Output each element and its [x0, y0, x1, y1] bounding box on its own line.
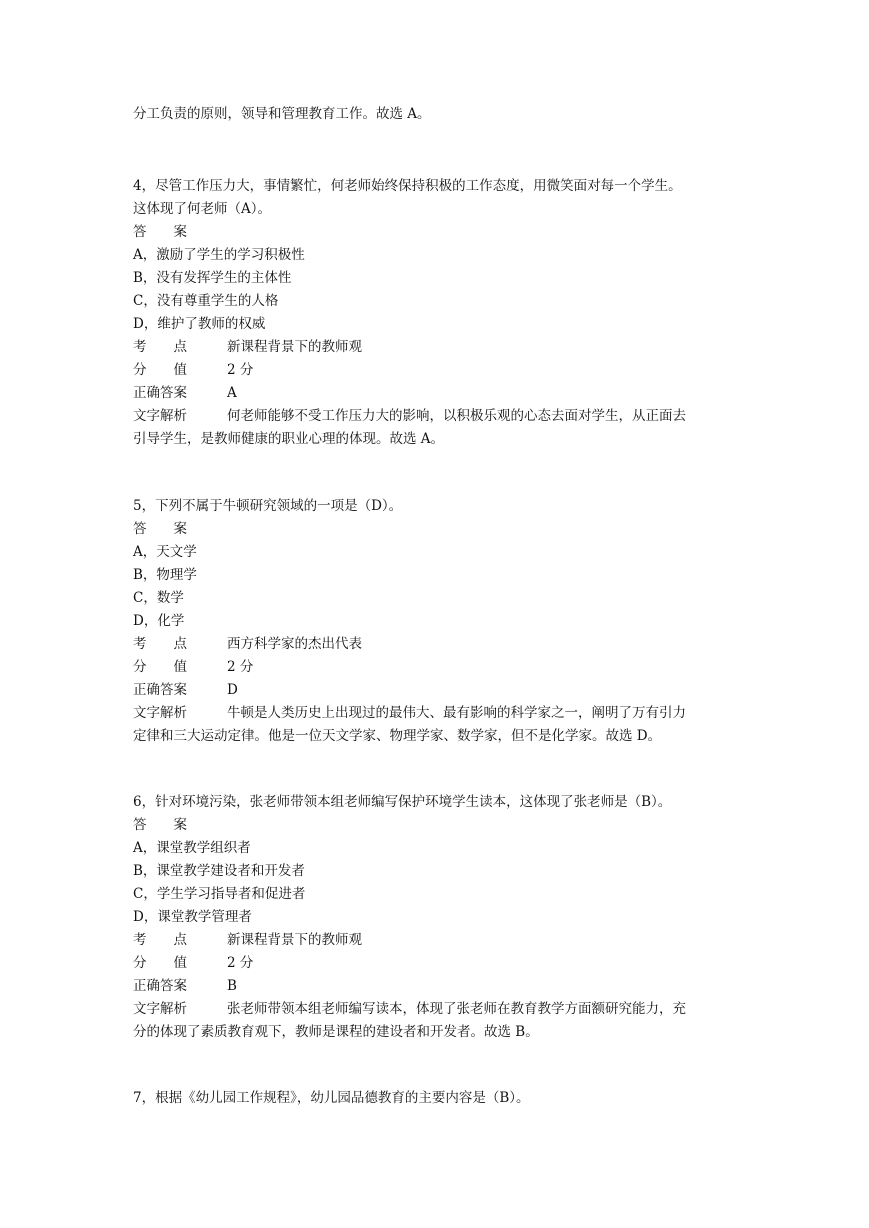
q6-analysis-cont: 分的体现了素质教育观下，教师是课程的建设者和开发者。故选 B。: [133, 1024, 539, 1040]
q6-point-value: 新课程背景下的教师观: [227, 932, 362, 948]
q6-answer-label: 答 案: [133, 817, 187, 833]
q6-correct-row: [133, 976, 237, 996]
q5-score-label: 分 值: [133, 659, 187, 675]
q6-option-c: C，学生学习指导者和促进者: [133, 886, 306, 902]
q6-stem: 6，针对环境污染，张老师带领本组老师编写保护环境学生读本，这体现了张老师是（B）。: [133, 794, 672, 810]
intro-text: 分工负责的原则，领导和管理教育工作。故选 A。: [133, 106, 431, 122]
q6-point-row: [133, 930, 362, 950]
q4-score-label: 分 值: [133, 362, 187, 378]
q6-option-d: D，课堂教学管理者: [133, 909, 252, 925]
q4-point-label: 考 点: [133, 339, 187, 355]
q4-answer-label: 答 案: [133, 224, 187, 240]
q5-point-value: 西方科学家的杰出代表: [227, 636, 362, 652]
q5-point-row: [133, 634, 362, 654]
q4-analysis-cont: 引导学生，是教师健康的职业心理的体现。故选 A。: [133, 431, 445, 447]
q5-option-c: C，数学: [133, 590, 184, 606]
q6-point-label: 考 点: [133, 932, 187, 948]
q5-correct-label: 正确答案: [133, 682, 187, 698]
q4-score-row: [133, 360, 253, 380]
q4-correct-row: [133, 383, 237, 403]
q5-option-d: D，化学: [133, 613, 185, 629]
q5-option-b: B，物理学: [133, 567, 197, 583]
q4-stem-cont: 这体现了何老师（A）。: [133, 201, 271, 217]
q6-analysis-row: [133, 999, 686, 1019]
q4-correct-label: 正确答案: [133, 385, 187, 401]
q5-answer-label: 答 案: [133, 521, 187, 537]
q6-score-value: 2 分: [227, 955, 254, 971]
q6-option-b: B，课堂教学建设者和开发者: [133, 863, 305, 879]
q6-correct-value: B: [227, 978, 237, 994]
q4-option-a: A，激励了学生的学习积极性: [133, 247, 305, 263]
q5-correct-value: D: [227, 682, 238, 698]
q4-point-value: 新课程背景下的教师观: [227, 339, 362, 355]
q5-analysis-label: 文字解析: [133, 705, 187, 721]
q5-option-a: A，天文学: [133, 544, 197, 560]
q4-correct-value: A: [227, 385, 237, 401]
q5-analysis-text: 牛顿是人类历史上出现过的最伟大、最有影响的科学家之一，阐明了万有引力: [227, 705, 686, 721]
q4-point-row: [133, 337, 362, 357]
q4-analysis-row: [133, 406, 686, 426]
q6-option-a: A，课堂教学组织者: [133, 840, 251, 856]
q4-option-b: B，没有发挥学生的主体性: [133, 270, 292, 286]
q5-point-label: 考 点: [133, 636, 187, 652]
q5-analysis-row: [133, 703, 686, 723]
q5-correct-row: [133, 680, 238, 700]
q6-correct-label: 正确答案: [133, 978, 187, 994]
q5-analysis-cont: 定律和三大运动定律。他是一位天文学家、物理学家、数学家，但不是化学家。故选 D。: [133, 728, 662, 744]
q6-analysis-label: 文字解析: [133, 1001, 187, 1017]
q5-score-row: [133, 657, 253, 677]
q6-score-row: [133, 953, 253, 973]
q6-analysis-text: 张老师带领本组老师编写读本，体现了张老师在教育教学方面额研究能力，充: [227, 1001, 686, 1017]
q5-score-value: 2 分: [227, 659, 254, 675]
q4-analysis-label: 文字解析: [133, 408, 187, 424]
q7-stem: 7，根据《幼儿园工作规程》，幼儿园品德教育的主要内容是（B）。: [133, 1090, 530, 1106]
q4-option-c: C，没有尊重学生的人格: [133, 293, 279, 309]
q4-score-value: 2 分: [227, 362, 254, 378]
q4-option-d: D，维护了教师的权威: [133, 316, 266, 332]
q4-stem: 4，尽管工作压力大，事情繁忙，何老师始终保持积极的工作态度，用微笑面对每一个学生。: [133, 178, 682, 194]
q5-stem: 5，下列不属于牛顿研究领域的一项是（D）。: [133, 498, 403, 514]
q4-analysis-text: 何老师能够不受工作压力大的影响，以积极乐观的心态去面对学生，从正面去: [227, 408, 686, 424]
q6-score-label: 分 值: [133, 955, 187, 971]
